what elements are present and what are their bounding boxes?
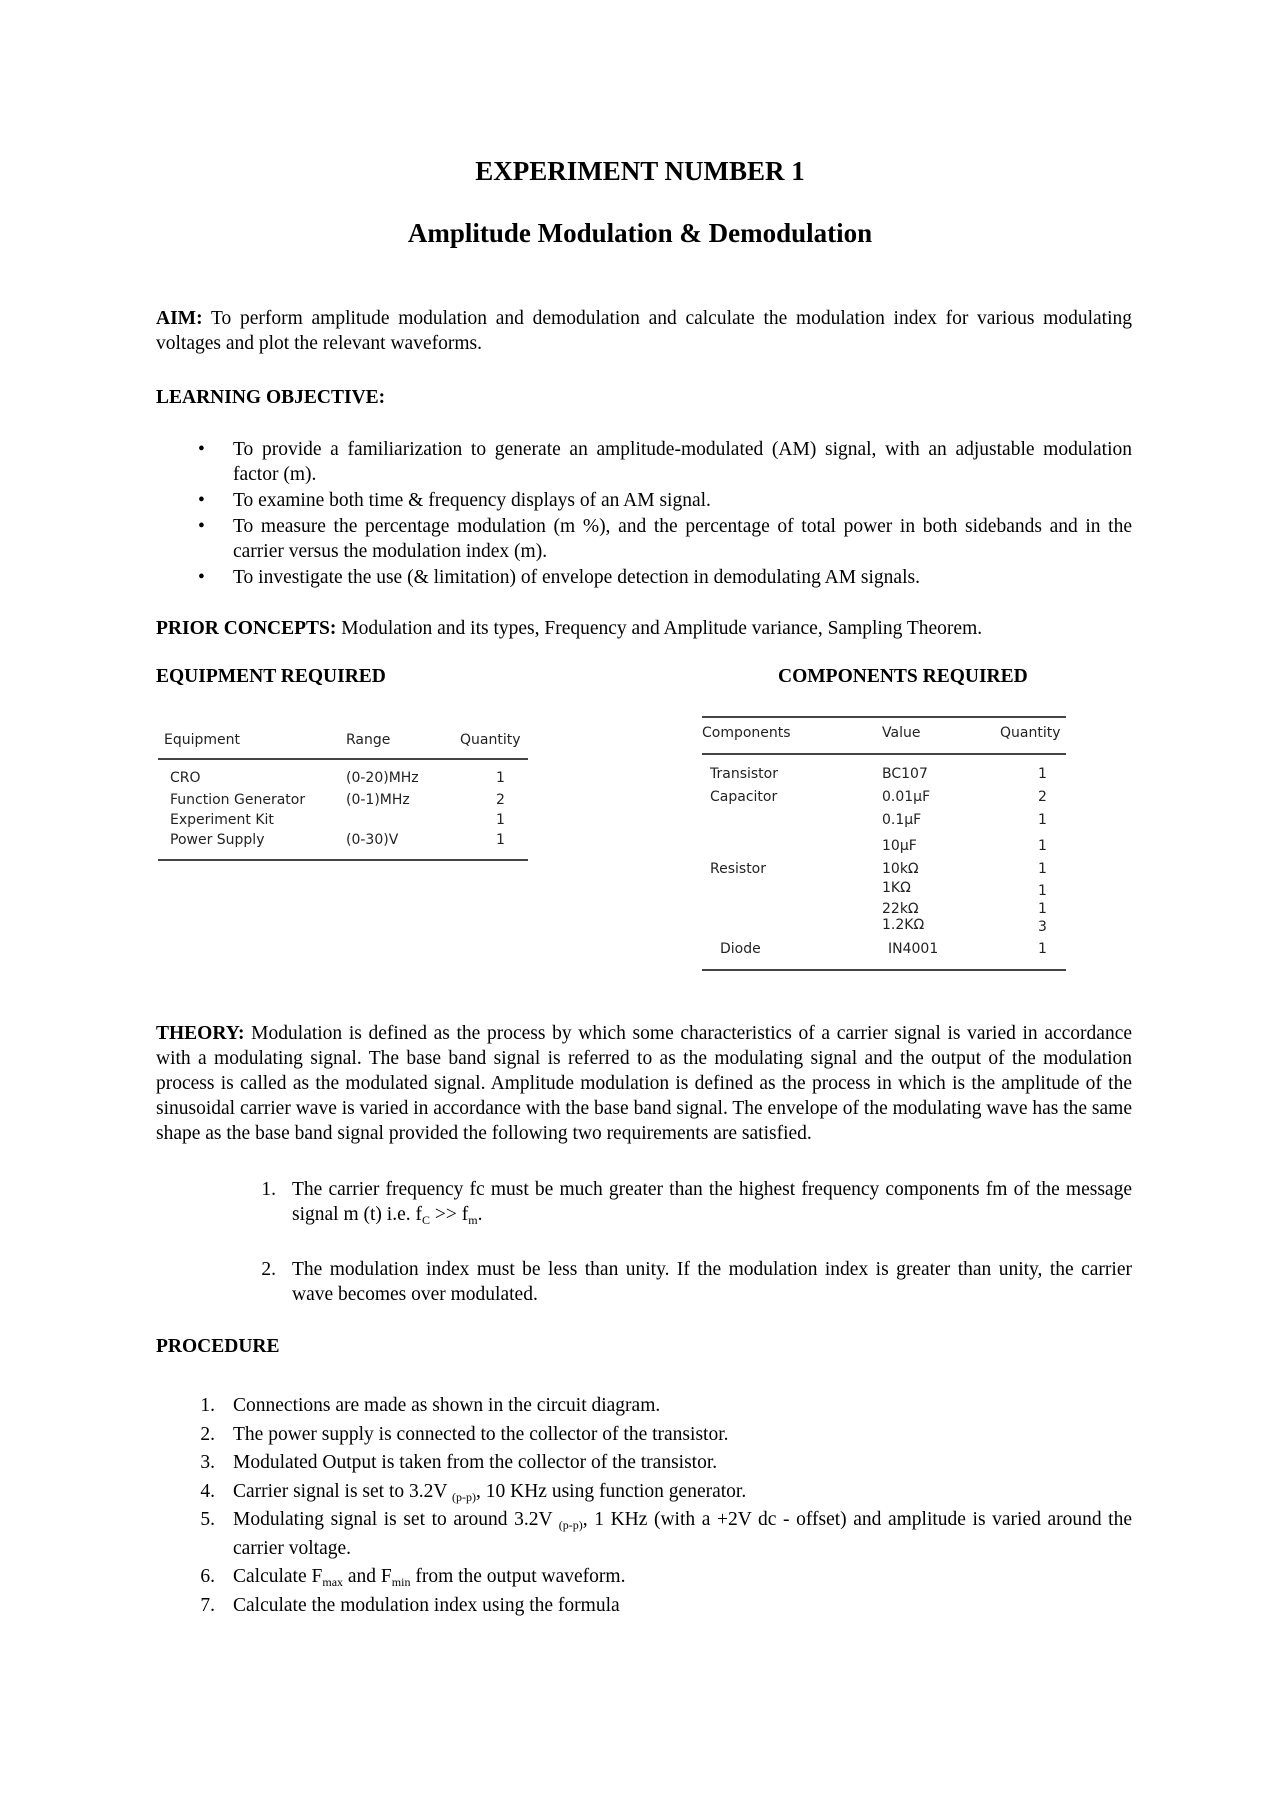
procedure-list xyxy=(200,1392,1133,1620)
table-cell: 1 xyxy=(496,812,505,828)
learning-objective-list xyxy=(156,437,1132,591)
bullet-icon: • xyxy=(198,490,205,511)
table-header: Range xyxy=(346,732,391,748)
bullet-icon: • xyxy=(198,516,205,537)
list-item: 2. The power supply is connected to the collector of the transistor. xyxy=(200,1423,729,1445)
prior-concepts-text: Modulation and its types, Frequency and Amplitude variance, Sampling Theorem. xyxy=(336,618,983,639)
page-title: EXPERIMENT NUMBER 1 xyxy=(475,156,805,186)
table-cell: 2 xyxy=(1038,789,1047,805)
aim-text: To perform amplitude modulation and demodulation and calculate the modulation index for various modulating voltages and plot the relevant waveforms. xyxy=(156,308,1132,354)
table-cell: (0-20)MHz xyxy=(346,770,419,786)
list-item: 7. Calculate the modulation index using the formula xyxy=(200,1594,620,1616)
table-header: Quantity xyxy=(460,732,521,748)
table-header: Quantity xyxy=(1000,725,1061,741)
theory-label: THEORY: xyxy=(156,1023,245,1044)
table-cell: 1 xyxy=(1038,901,1047,917)
theory-text: Modulation is defined as the process by which some characteristics of a carrier signal is varied in accordance with a modulating signal. The base band signal is referred to as the modulating signal and the output of the modulation process is called as the modulated signal. Amplitude modulation is defined as the process in which is the amplitude of the sinusoidal carrier wave is varied in accordance with the base band signal. The envelope of the modulating wave has the same shape as the base band signal provided the following two requirements are satisfied. xyxy=(156,1023,1132,1144)
table-cell: 10kΩ xyxy=(882,861,919,877)
list-item: 6. Calculate $F_{max}$ and $F_{min}$ from the output waveform. xyxy=(200,1566,626,1589)
aim-paragraph xyxy=(156,306,1132,356)
table-cell: 1 xyxy=(1038,861,1047,877)
table-cell: Diode xyxy=(720,941,761,957)
prior-concepts-paragraph xyxy=(156,616,1132,641)
table-rule xyxy=(702,969,1066,971)
table-cell: 1 xyxy=(1038,812,1047,828)
table-cell: Transistor xyxy=(710,766,778,782)
list-item: 2. The modulation index must be less than unity. If the modulation index is greater than unity, the carrier wave becomes over modulated. xyxy=(261,1259,1132,1305)
table-cell: Function Generator xyxy=(170,792,306,808)
table-header: Value xyxy=(882,725,921,741)
learning-objective-heading: LEARNING OBJECTIVE: xyxy=(156,387,386,408)
table-cell: 1 xyxy=(496,832,505,848)
bullet-icon: • xyxy=(198,439,205,460)
list-item: • To examine both time & frequency displays of an AM signal. xyxy=(198,490,711,511)
table-cell: 0.1µF xyxy=(882,812,922,828)
list-item: 4. Carrier signal is set to 3.2V $_{(p-p)}$, 10 KHz using function generator. xyxy=(200,1480,747,1504)
list-item: • To measure the percentage modulation (m %), and the percentage of total power in both sidebands and in the carrier versus the modulation index (m). xyxy=(198,516,1132,562)
table-cell: Experiment Kit xyxy=(170,812,274,828)
list-item: • To investigate the use (& limitation) of envelope detection in demodulating AM signals. xyxy=(198,567,920,588)
table-cell: (0-30)V xyxy=(346,832,399,848)
prior-concepts-label: PRIOR CONCEPTS: xyxy=(156,618,337,639)
table-rule xyxy=(702,753,1066,755)
table-header: Equipment xyxy=(164,732,240,748)
theory-paragraph xyxy=(156,1021,1132,1146)
procedure-heading: PROCEDURE xyxy=(156,1336,280,1357)
table-cell: 22kΩ xyxy=(882,901,919,917)
table-rule xyxy=(158,859,528,861)
components-heading: COMPONENTS REQUIRED xyxy=(778,666,1028,687)
table-cell: 1 xyxy=(496,770,505,786)
table-header: Components xyxy=(702,725,791,741)
table-cell: 1.2KΩ xyxy=(882,917,925,933)
list-item: 1. Connections are made as shown in the circuit diagram. xyxy=(200,1395,661,1416)
table-rule xyxy=(158,758,528,760)
table-cell: Capacitor xyxy=(710,789,778,805)
table-cell: Resistor xyxy=(710,861,766,877)
list-item: 1. The carrier frequency fc must be much greater than the highest frequency components fm of the message signal m (t) i.e. $f_C >> f_m$. xyxy=(261,1179,1132,1227)
table-cell: 1 xyxy=(1038,941,1047,957)
table-cell: 1 xyxy=(1038,883,1047,899)
page-subtitle: Amplitude Modulation & Demodulation xyxy=(407,218,873,248)
table-cell: 1KΩ xyxy=(882,880,911,896)
theory-requirements-list xyxy=(261,1177,1132,1307)
table-cell: 2 xyxy=(496,792,505,808)
components-table xyxy=(702,716,1066,980)
table-cell: 0.01µF xyxy=(882,789,931,805)
aim-label: AIM: xyxy=(156,308,203,329)
list-item: 5. Modulating signal is set to around 3.2V $_{(p-p)}$, 1 KHz (with a +2V dc - offset) and amplitude is varied around the carrier voltage. xyxy=(200,1509,1133,1559)
table-cell: Power Supply xyxy=(170,832,265,848)
list-item: • To provide a familiarization to generate an amplitude-modulated (AM) signal, with an adjustable modulation factor (m). xyxy=(198,439,1132,485)
equipment-table xyxy=(158,720,528,870)
table-cell: IN4001 xyxy=(888,941,939,957)
table-cell: CRO xyxy=(170,770,201,786)
table-cell: 1 xyxy=(1038,766,1047,782)
table-cell: 10µF xyxy=(882,838,917,854)
table-rule xyxy=(702,716,1066,718)
equipment-heading: EQUIPMENT REQUIRED xyxy=(156,666,386,687)
bullet-icon: • xyxy=(198,567,205,588)
table-cell: BC107 xyxy=(882,766,928,782)
table-cell: 1 xyxy=(1038,838,1047,854)
table-cell: 3 xyxy=(1038,919,1047,935)
table-cell: (0-1)MHz xyxy=(346,792,410,808)
list-item: 3. Modulated Output is taken from the collector of the transistor. xyxy=(200,1452,718,1473)
